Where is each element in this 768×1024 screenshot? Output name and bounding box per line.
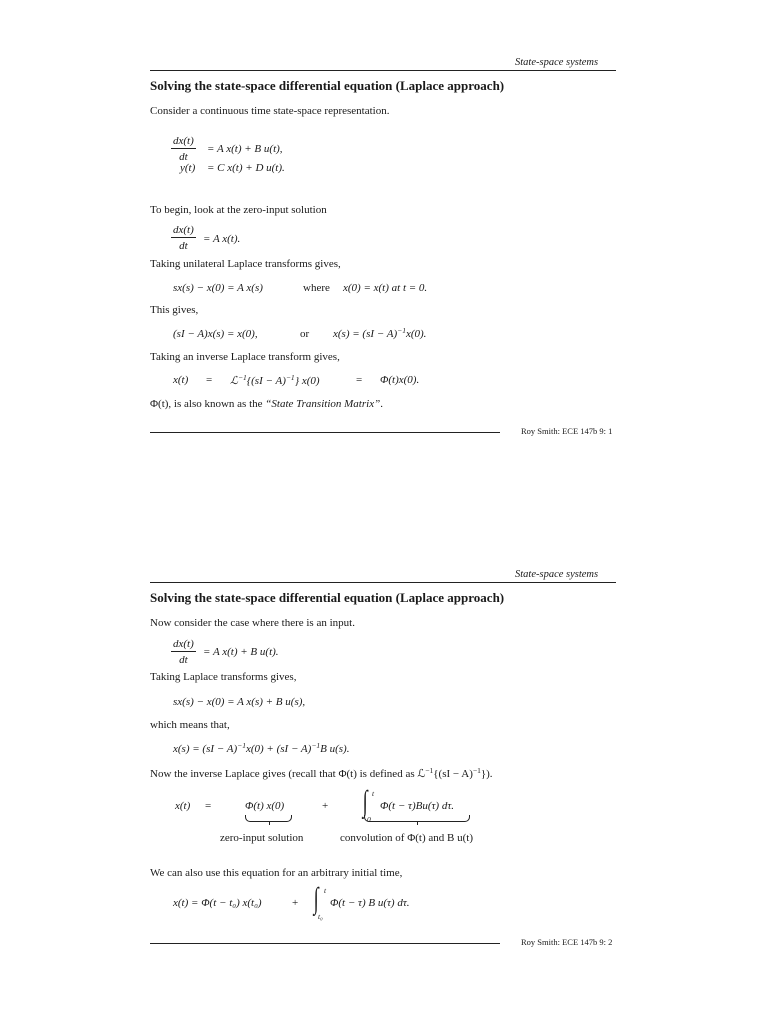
or-word: or <box>300 328 310 340</box>
intro-text: Now consider the case where there is an input. <box>150 617 355 629</box>
zero-input-label: zero-input solution <box>220 832 304 844</box>
xt-lhs: x(t) <box>175 800 191 812</box>
underbrace <box>364 815 470 822</box>
slide-header: State-space systems <box>515 57 599 68</box>
underbrace <box>245 815 292 822</box>
means-text: which means that, <box>150 719 230 731</box>
arbitrary-time-text: We can also use this equation for an arbitrary initial time, <box>150 867 403 879</box>
header-rule <box>150 70 616 71</box>
convolution-integrand: Φ(t − τ)Bu(τ) dτ. <box>380 800 455 812</box>
plus-sign: + <box>322 800 329 812</box>
resolvent-equation-lhs: (sI − A)x(s) = x(0), <box>173 328 258 340</box>
inverse-intro: Now the inverse Laplace gives (recall that Φ(t) is defined as ℒ$^{-1}${(sI − A)$^{-1}$}). <box>150 766 493 780</box>
zero-input-equation: = A x(t). <box>203 233 241 245</box>
laplace-equation: sx(s) − x(0) = A x(s) <box>173 282 263 294</box>
inverse-intro: Taking an inverse Laplace transform gives, <box>150 351 340 363</box>
zero-input-intro: To begin, look at the zero-input solution <box>150 204 327 216</box>
intro-text: Consider a continuous time state-space representation. <box>150 105 390 117</box>
output-equation-rhs: = C x(t) + D u(t). <box>207 162 285 174</box>
laplace-equation: sx(s) − x(0) = A x(s) + B u(s), <box>173 696 306 708</box>
equals-sign: = <box>356 374 363 386</box>
integral-upper-limit: t <box>372 789 375 798</box>
resolvent-equation-rhs: x(s) = (sI − A)$^{-1}$x(0). <box>333 326 427 340</box>
footer-rule <box>150 943 500 944</box>
xs-solution: x(s) = (sI − A)$^{-1}$x(0) + (sI − A)$^{-1}$B u(s). <box>173 741 350 755</box>
inverse-laplace-expression: ℒ$^{-1}${(sI − A)$^{-1}$} x(0) <box>230 373 320 387</box>
dxdt-fraction: $\frac{dx(t)}{dt}$ <box>173 224 194 252</box>
dxdt-fraction: $\frac{dx(t)}{dt}$ <box>173 638 194 666</box>
convolution-label: convolution of Φ(t) and B u(t) <box>340 832 473 844</box>
laplace-intro: Taking unilateral Laplace transforms gives, <box>150 258 341 270</box>
slide-footer: Roy Smith: ECE 147b 9: 2 <box>521 937 613 947</box>
slide-header: State-space systems <box>515 569 599 580</box>
slide-title: Solving the state-space differential equation (Laplace approach) <box>150 590 505 605</box>
plus-sign: + <box>292 897 299 909</box>
integral-sign: ∫ <box>313 882 319 915</box>
arbitrary-time-equation: x(t) = Φ(t − t₀) x(t₀) <box>173 897 262 909</box>
laplace-intro: Taking Laplace transforms gives, <box>150 671 297 683</box>
integral-upper-limit: t <box>324 886 327 895</box>
integral-lower-limit: t₀ <box>318 912 323 921</box>
footer-rule <box>150 432 500 433</box>
equals-sign: = <box>205 800 212 812</box>
dxdt-fraction: $\frac{dx(t)}{dt}$ <box>173 135 194 163</box>
output-equation-lhs: y(t) <box>180 162 196 174</box>
where-word: where <box>303 282 330 294</box>
header-rule <box>150 582 616 583</box>
slide-title: Solving the state-space differential equation (Laplace approach) <box>150 78 505 93</box>
initial-condition: x(0) = x(t) at t = 0. <box>343 282 428 294</box>
state-equation-rhs: = A x(t) + B u(t). <box>203 646 279 658</box>
transition-solution: Φ(t)x(0). <box>380 374 420 386</box>
stm-note: Φ(t), is also known as the “State Transition Matrix”. <box>150 398 383 410</box>
state-equation-rhs: = A x(t) + B u(t), <box>207 143 283 155</box>
arbitrary-integrand: Φ(t − τ) B u(τ) dτ. <box>330 897 410 909</box>
slide-footer: Roy Smith: ECE 147b 9: 1 <box>521 426 613 436</box>
integral-sign: ∫ <box>362 785 368 818</box>
gives-text: This gives, <box>150 304 199 316</box>
zero-input-term: Φ(t) x(0) <box>245 800 285 812</box>
xt-lhs: x(t) <box>173 374 189 386</box>
integral-lower-limit: 0 <box>367 815 371 824</box>
equals-sign: = <box>206 374 213 386</box>
